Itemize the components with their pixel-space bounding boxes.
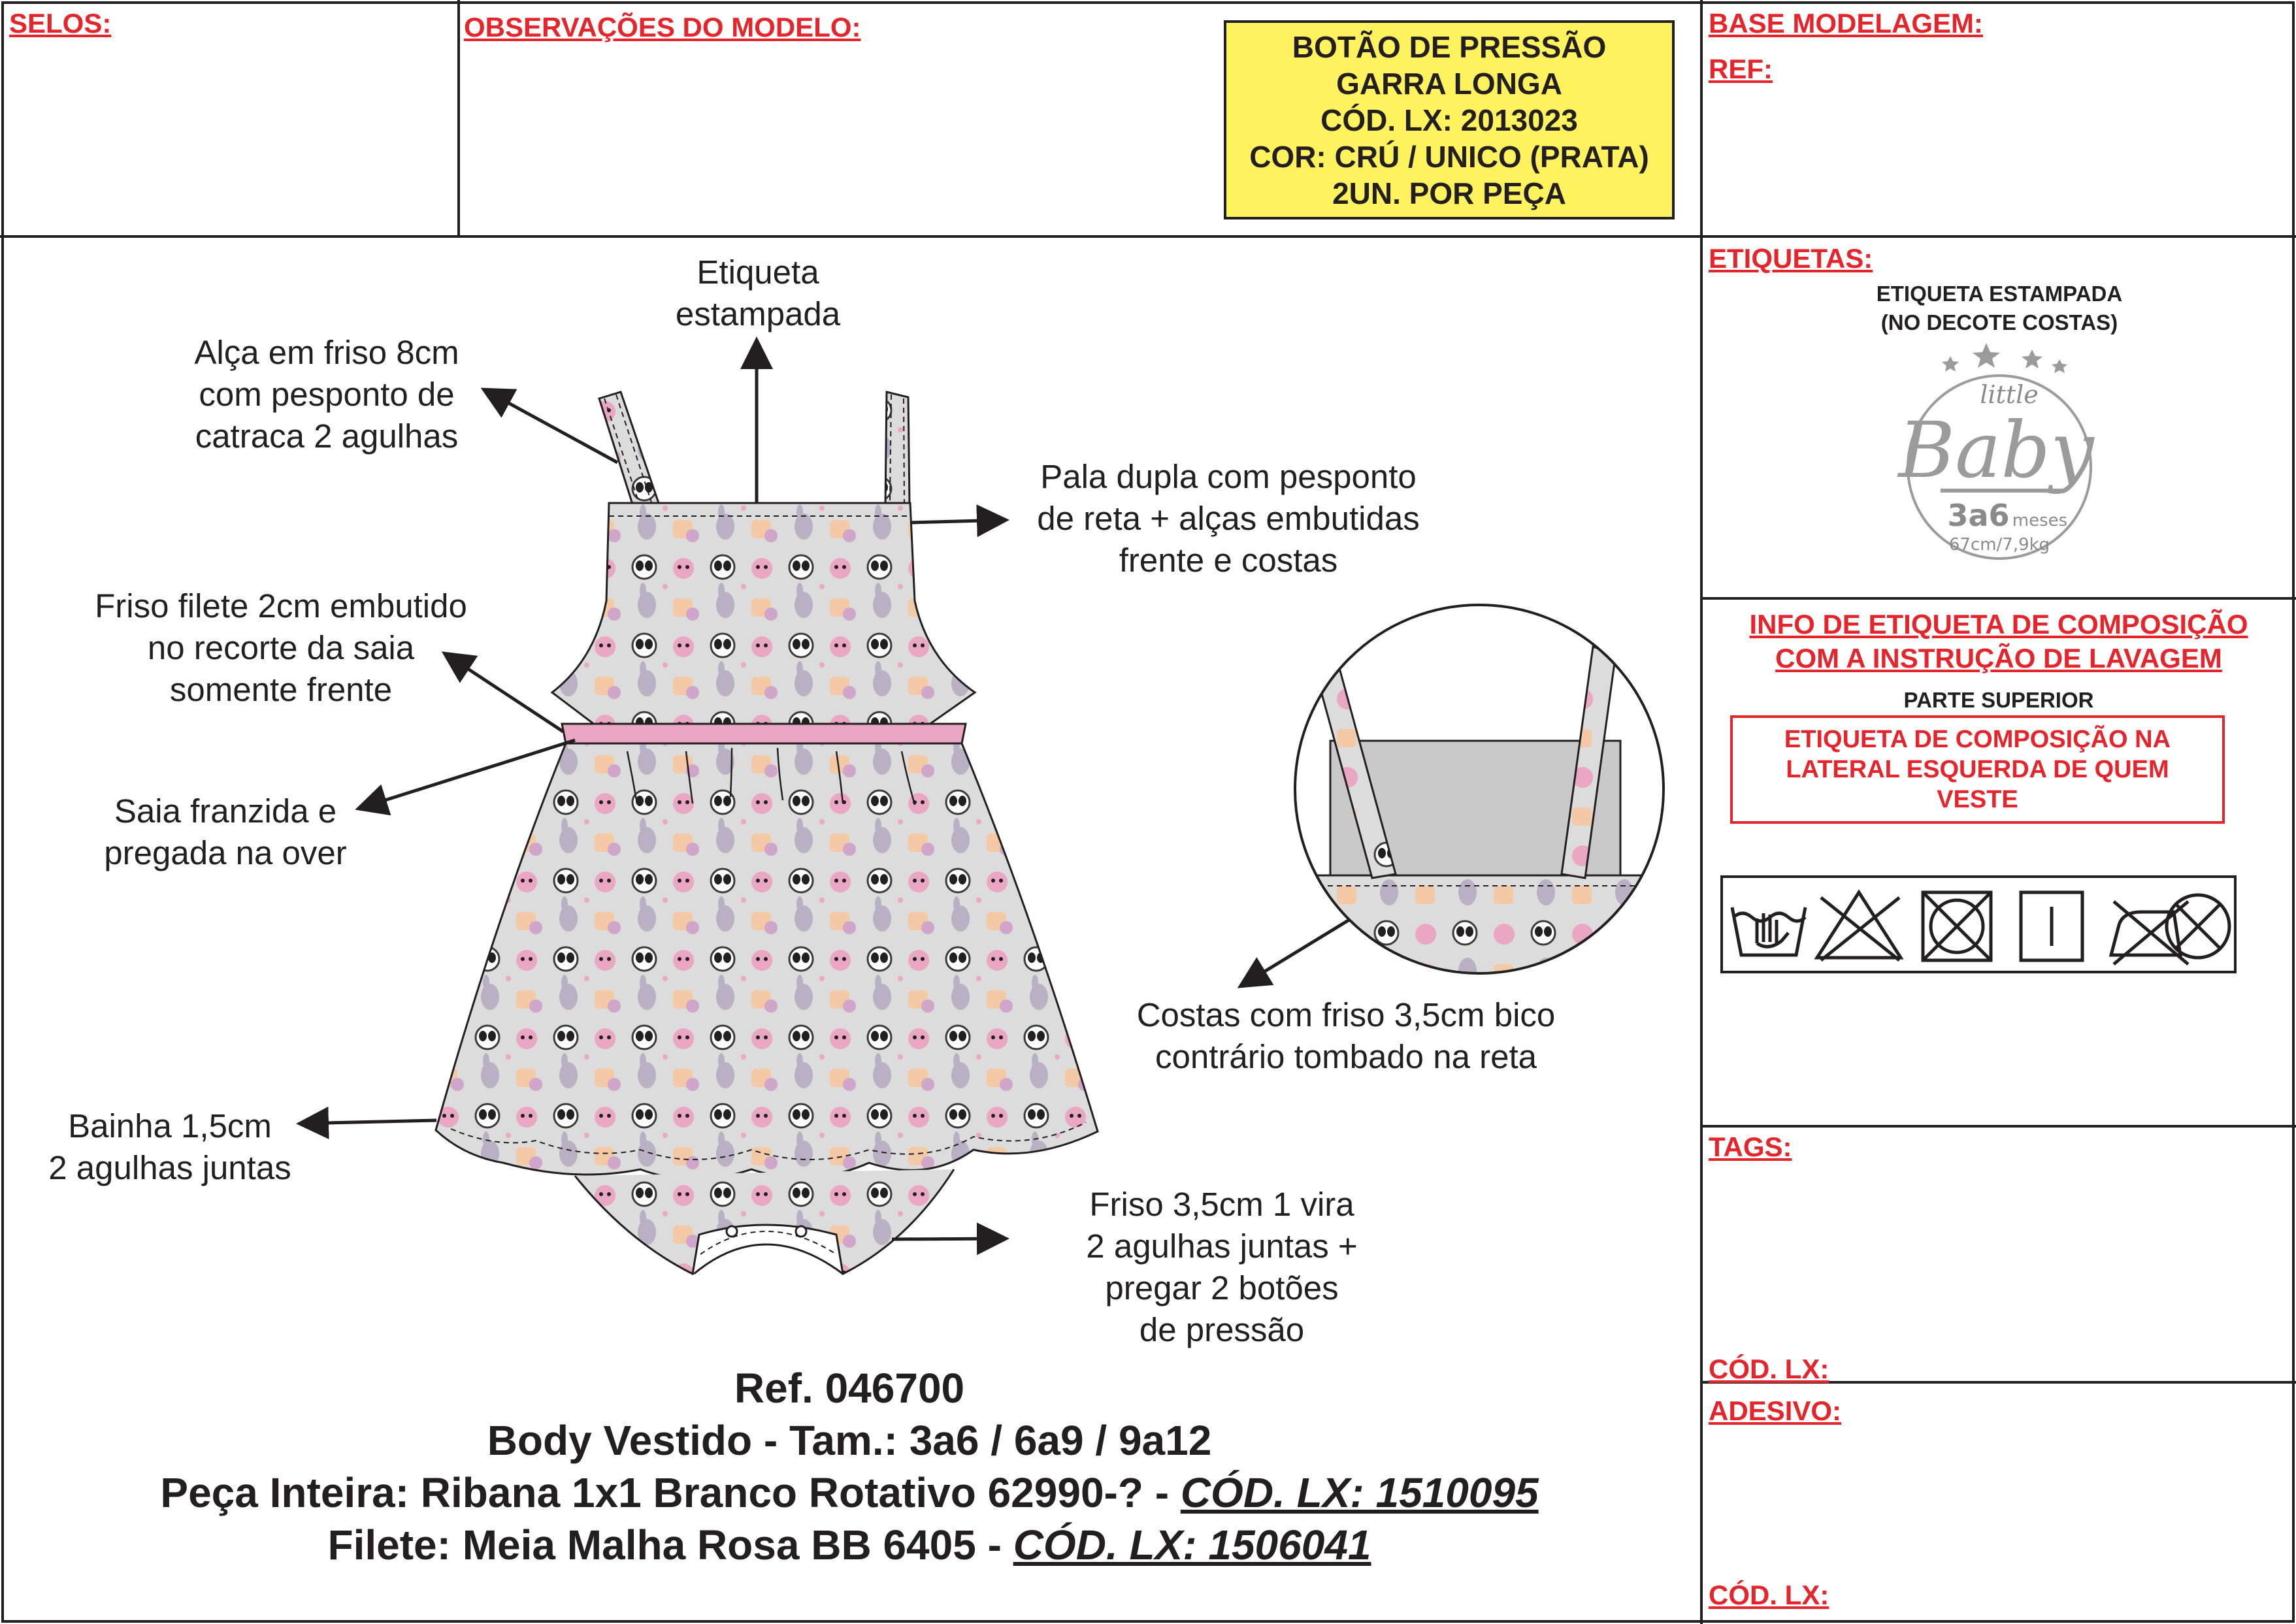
no-iron-icon [2111, 901, 2188, 964]
no-tumble-dry-icon [1923, 892, 1991, 960]
arrow-pala [910, 520, 1006, 523]
product-name: Body Vestido - Tam.: 3a6 / 6a9 / 9a12 [487, 1417, 1212, 1464]
annotation-saia: Saia franzida e pregada na over [104, 792, 347, 871]
snap-button-left [727, 1226, 737, 1237]
divider-selos [457, 0, 460, 236]
parte-superior-label: PARTE SUPERIOR [1903, 688, 2094, 712]
back-detail-view [1291, 601, 1670, 980]
divider-sidebar-3 [1700, 1125, 2296, 1128]
annotation-friso-vira: Friso 3,5cm 1 vira 2 agulhas juntas + pregar 2 botões de pressão [1086, 1186, 1358, 1348]
dress-waist-band [562, 724, 966, 743]
tags-cod-label: CÓD. LX: [1709, 1354, 1829, 1384]
adesivo-label: ADESIVO: [1709, 1395, 1842, 1426]
label-logo-little: little [1980, 380, 2039, 409]
line-dry-icon [2021, 892, 2082, 960]
label-logo-size: 3a6 [1947, 498, 2010, 533]
crown-icon [1942, 343, 2067, 373]
button-note-line-4: COR: CRÚ / UNICO (PRATA) [1249, 139, 1649, 174]
base-modelagem-label: BASE MODELAGEM: [1709, 8, 1983, 39]
product-material-code: CÓD. LX: 1510095 [1180, 1469, 1539, 1516]
label-logo-measure: 67cm/7,9kg [1948, 535, 2050, 555]
button-note-box [1224, 20, 1675, 219]
product-ref: Ref. 046700 [734, 1365, 965, 1412]
annotation-friso-filete: Friso filete 2cm embutido no recorte da saia somente frente [95, 587, 467, 708]
composicao-title-line-2: COM A INSTRUÇÃO DE LAVAGEM [1775, 643, 2222, 674]
composicao-box-line-1: ETIQUETA DE COMPOSIÇÃO NA [1784, 726, 2171, 753]
product-filete-text: Filete: Meia Malha Rosa BB 6405 - [327, 1521, 1013, 1568]
product-material-text: Peça Inteira: Ribana 1x1 Branco Rotativo 62990-? - [160, 1469, 1181, 1516]
body-bottom [575, 1169, 954, 1274]
button-note-line-1: BOTÃO DE PRESSÃO [1292, 29, 1607, 64]
hand-wash-icon [1732, 907, 1805, 955]
composicao-box-line-3: VESTE [1937, 786, 2018, 813]
label-logo-brand: Baby [1898, 405, 2094, 495]
composicao-box [1730, 715, 2225, 824]
snap-button-right [796, 1226, 806, 1237]
etiqueta-desc [1764, 280, 2235, 337]
observacoes-label: OBSERVAÇÕES DO MODELO: [464, 12, 861, 42]
annotation-etiqueta-estampada: Etiqueta estampada [675, 253, 841, 333]
no-bleach-icon [1817, 892, 1901, 960]
composicao-title [1701, 608, 2296, 675]
product-filete-code: CÓD. LX: 1506041 [1013, 1521, 1371, 1568]
annotation-bainha: Bainha 1,5cm 2 agulhas juntas [48, 1107, 291, 1186]
annotation-alca: Alça em friso 8cm com pesponto de catraca 2 agulhas [194, 334, 459, 455]
composicao-title-line-1: INFO DE ETIQUETA DE COMPOSIÇÃO [1749, 609, 2248, 640]
selos-label: SELOS: [9, 8, 112, 39]
ref-label: REF: [1709, 54, 1773, 84]
button-note-line-2: GARRA LONGA [1336, 66, 1562, 101]
button-note-line-5: 2UN. POR PEÇA [1332, 176, 1566, 210]
label-logo [1888, 336, 2110, 565]
label-logo-unit: meses [2012, 511, 2068, 530]
tags-label: TAGS: [1709, 1131, 1792, 1162]
dress-bodice [552, 503, 975, 737]
etiqueta-desc-line-2: (NO DECOTE COSTAS) [1880, 310, 2118, 334]
etiqueta-desc-line-1: ETIQUETA ESTAMPADA [1876, 282, 2123, 306]
product-material [0, 1467, 1699, 1519]
etiquetas-label: ETIQUETAS: [1709, 243, 1873, 274]
divider-sidebar-2 [1700, 597, 2296, 600]
adesivo-cod-label: CÓD. LX: [1709, 1580, 1829, 1610]
divider-sidebar-1 [1700, 235, 2296, 238]
care-symbols-box [1720, 875, 2237, 973]
annotation-pala: Pala dupla com pesponto de reta + alças embutidas frente e costas [1037, 458, 1420, 579]
composicao-box-line-2: LATERAL ESQUERDA DE QUEM [1786, 756, 2169, 783]
dress-strap-left [599, 392, 659, 508]
dress-strap-right [885, 392, 910, 504]
product-filete [0, 1519, 1699, 1571]
dress-skirt [436, 743, 1098, 1179]
annotation-costas: Costas com friso 3,5cm bico contrário tombado na reta [1136, 996, 1556, 1075]
button-note-line-3: CÓD. LX: 2013023 [1320, 103, 1578, 137]
product-title-block [0, 1362, 1699, 1571]
